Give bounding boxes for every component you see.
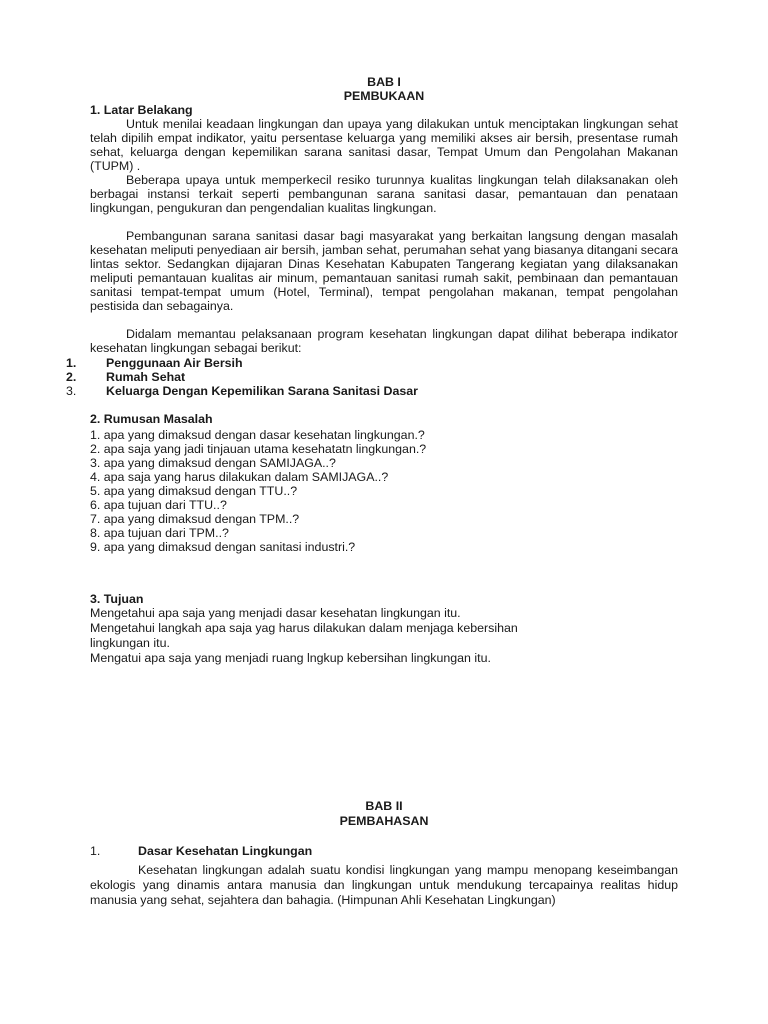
list-item: 6. apa tujuan dari TTU..? — [90, 498, 227, 512]
list-item: 9. apa yang dimaksud dengan sanitasi industri.? — [90, 540, 356, 554]
indicator-text: Rumah Sehat — [106, 370, 186, 384]
chapter-subtitle: PEMBUKAAN — [343, 89, 425, 103]
indicator-number: 2. — [66, 370, 77, 384]
list-item: 7. apa yang dimaksud dengan TPM..? — [90, 512, 300, 526]
indicator-number: 3. — [66, 384, 77, 398]
paragraph-3: Pembangunan sarana sanitasi dasar bagi masyarakat yang berkaitan langsung dengan masalah kesehatan meliputi penyediaan air bersih, jamban sehat, perumahan sehat yang biasanya ditangani secara lintas sektor. Sedangkan dijajaran Dinas Kesehatan Kabupaten Tangerang kegiatan yang dilaksanakan meliputi pemantauan kualitas air minum, pemantauan sanitasi rumah sakit, pembinaan dan pemantauan sanitasi tempat-tempat umum (Hotel, Terminal), tempat pengolahan makanan, tempat pengolahan pestisida dan sebagainya. — [90, 229, 678, 313]
chapter-subtitle: PEMBAHASAN — [339, 814, 429, 828]
chapter-title: BAB I — [367, 75, 401, 89]
list-item: 1. apa yang dimaksud dengan dasar kesehatan lingkungan.? — [90, 428, 425, 442]
indicator-number: 1. — [66, 356, 77, 370]
list-item: 2. apa saja yang jadi tinjauan utama kesehatatn lingkungan.? — [90, 442, 427, 456]
list-item: 5. apa yang dimaksud dengan TTU..? — [90, 484, 298, 498]
paragraph-1: Untuk menilai keadaan lingkungan dan upaya yang dilakukan untuk menciptakan lingkungan sehat telah dipilih empat indikator, yaitu persentase keluarga yang memiliki akses air bersih, presentase rumah sehat, keluarga dengan kepemilikan sarana sanitasi dasar, Tempat Umum dan Pengolahan Makanan (TUPM) . — [90, 117, 678, 173]
section-heading-rumusan: 2. Rumusan Masalah — [90, 412, 213, 426]
list-item: 4. apa saja yang harus dilakukan dalam SAMIJAGA..? — [90, 470, 389, 484]
section-number: 1. — [90, 844, 101, 858]
tujuan-line: Mengetahui apa saja yang menjadi dasar kesehatan lingkungan itu. — [90, 606, 461, 620]
indicator-text: Penggunaan Air Bersih — [106, 356, 243, 370]
paragraph-dasar: Kesehatan lingkungan adalah suatu kondisi lingkungan yang mampu menopang keseimbangan ekologis yang dinamis antara manusia dan lingkungan untuk mendukung tercapainya realitas hidup manusia yang sehat, sejahtera dan bahagia. (Himpunan Ahli Kesehatan Lingkungan) — [90, 863, 678, 907]
tujuan-text — [90, 606, 678, 666]
tujuan-line: Mengetahui langkah apa saja yag harus dilakukan dalam menjaga kebersihan — [90, 621, 518, 635]
list-item: 8. apa tujuan dari TPM..? — [90, 526, 229, 540]
tujuan-line: Mengatui apa saja yang menjadi ruang lngkup kebersihan lingkungan itu. — [90, 651, 491, 665]
section-heading-text: Dasar Kesehatan Lingkungan — [138, 844, 313, 858]
rumusan-list — [90, 428, 678, 554]
paragraph-2: Beberapa upaya untuk memperkecil resiko turunnya kualitas lingkungan telah dilaksanakan oleh berbagai instansi terkait seperti pembangunan sarana sanitasi dasar, pemantauan dan penataan lingkungan, pengukuran dan pengendalian kualitas lingkungan. — [90, 173, 678, 215]
paragraph-4: Didalam memantau pelaksanaan program kesehatan lingkungan dapat dilihat beberapa indikator kesehatan lingkungan sebagai berikut: — [90, 327, 678, 355]
section-heading-tujuan: 3. Tujuan — [90, 592, 144, 606]
indicator-text: Keluarga Dengan Kepemilikan Sarana Sanitasi Dasar — [106, 384, 418, 398]
tujuan-line: lingkungan itu. — [90, 636, 170, 650]
section-heading-latar: 1. Latar Belakang — [90, 103, 193, 117]
list-item: 3. apa yang dimaksud dengan SAMIJAGA..? — [90, 456, 336, 470]
chapter-title: BAB II — [365, 799, 403, 813]
